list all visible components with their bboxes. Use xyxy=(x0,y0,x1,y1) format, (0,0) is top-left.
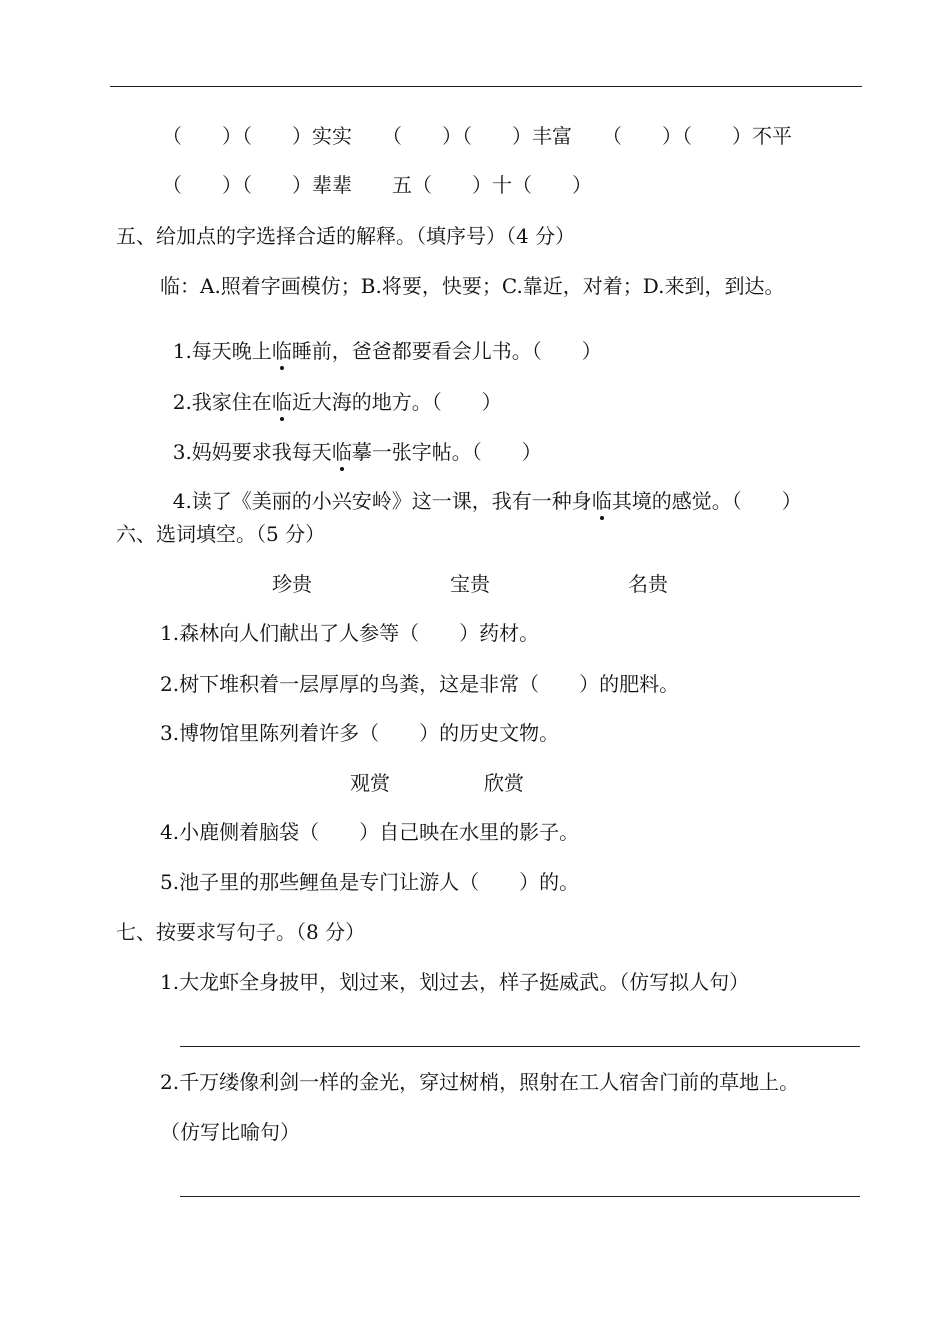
word-option: 珍贵 xyxy=(272,572,312,596)
answer-line-1[interactable] xyxy=(180,1046,860,1047)
section-5-item-3: 3.妈妈要求我每天临摹一张字帖。（ ） xyxy=(172,440,542,464)
section-5-item-1: 1.每天晚上临睡前，爸爸都要看会儿书。（ ） xyxy=(172,339,602,363)
dotted-char: 临 xyxy=(271,339,292,363)
dotted-char: 临 xyxy=(271,390,292,414)
word-option: 欣赏 xyxy=(484,771,524,795)
answer-line-2[interactable] xyxy=(180,1196,860,1197)
section-7-item-1: 1.大龙虾全身披甲，划过来，划过去，样子挺威武。（仿写拟人句） xyxy=(160,970,750,994)
word-option: 名贵 xyxy=(628,572,668,596)
dotted-char: 临 xyxy=(591,489,612,513)
section-6-title: 六、选词填空。（5 分） xyxy=(116,522,326,546)
section-6-item-5: 5.池子里的那些鲤鱼是专门让游人（ ）的。 xyxy=(160,870,580,894)
section-7-item-2-note: （仿写比喻句） xyxy=(160,1120,300,1144)
section-5-definition: 临：A.照着字画模仿；B.将要，快要；C.靠近，对着；D.来到，到达。 xyxy=(160,274,785,298)
word-option: 观赏 xyxy=(350,771,390,795)
section-6-item-2: 2.树下堆积着一层厚厚的鸟粪，这是非常（ ）的肥料。 xyxy=(160,672,680,696)
word-option: 宝贵 xyxy=(450,572,490,596)
section-7-item-2: 2.千万缕像利剑一样的金光，穿过树梢，照射在工人宿舍门前的草地上。 xyxy=(160,1070,800,1094)
section-6-item-3: 3.博物馆里陈列着许多（ ）的历史文物。 xyxy=(160,721,560,745)
section-5-title: 五、给加点的字选择合适的解释。（填序号）（4 分） xyxy=(116,224,576,248)
dotted-char: 临 xyxy=(331,440,352,464)
fill-row-2: （ ）（ ）辈辈 五（ ）十（ ） xyxy=(162,173,592,197)
section-7-title: 七、按要求写句子。（8 分） xyxy=(116,920,366,944)
section-5-item-2: 2.我家住在临近大海的地方。（ ） xyxy=(172,390,502,414)
section-5-item-4: 4.读了《美丽的小兴安岭》这一课，我有一种身临其境的感觉。（ ） xyxy=(172,489,802,513)
header-rule xyxy=(110,86,862,87)
section-6-item-4: 4.小鹿侧着脑袋（ ）自己映在水里的影子。 xyxy=(160,820,580,844)
fill-row-1: （ ）（ ）实实 （ ）（ ）丰富 （ ）（ ）不平 xyxy=(162,124,792,148)
section-6-item-1: 1.森林向人们献出了人参等（ ）药材。 xyxy=(160,621,540,645)
